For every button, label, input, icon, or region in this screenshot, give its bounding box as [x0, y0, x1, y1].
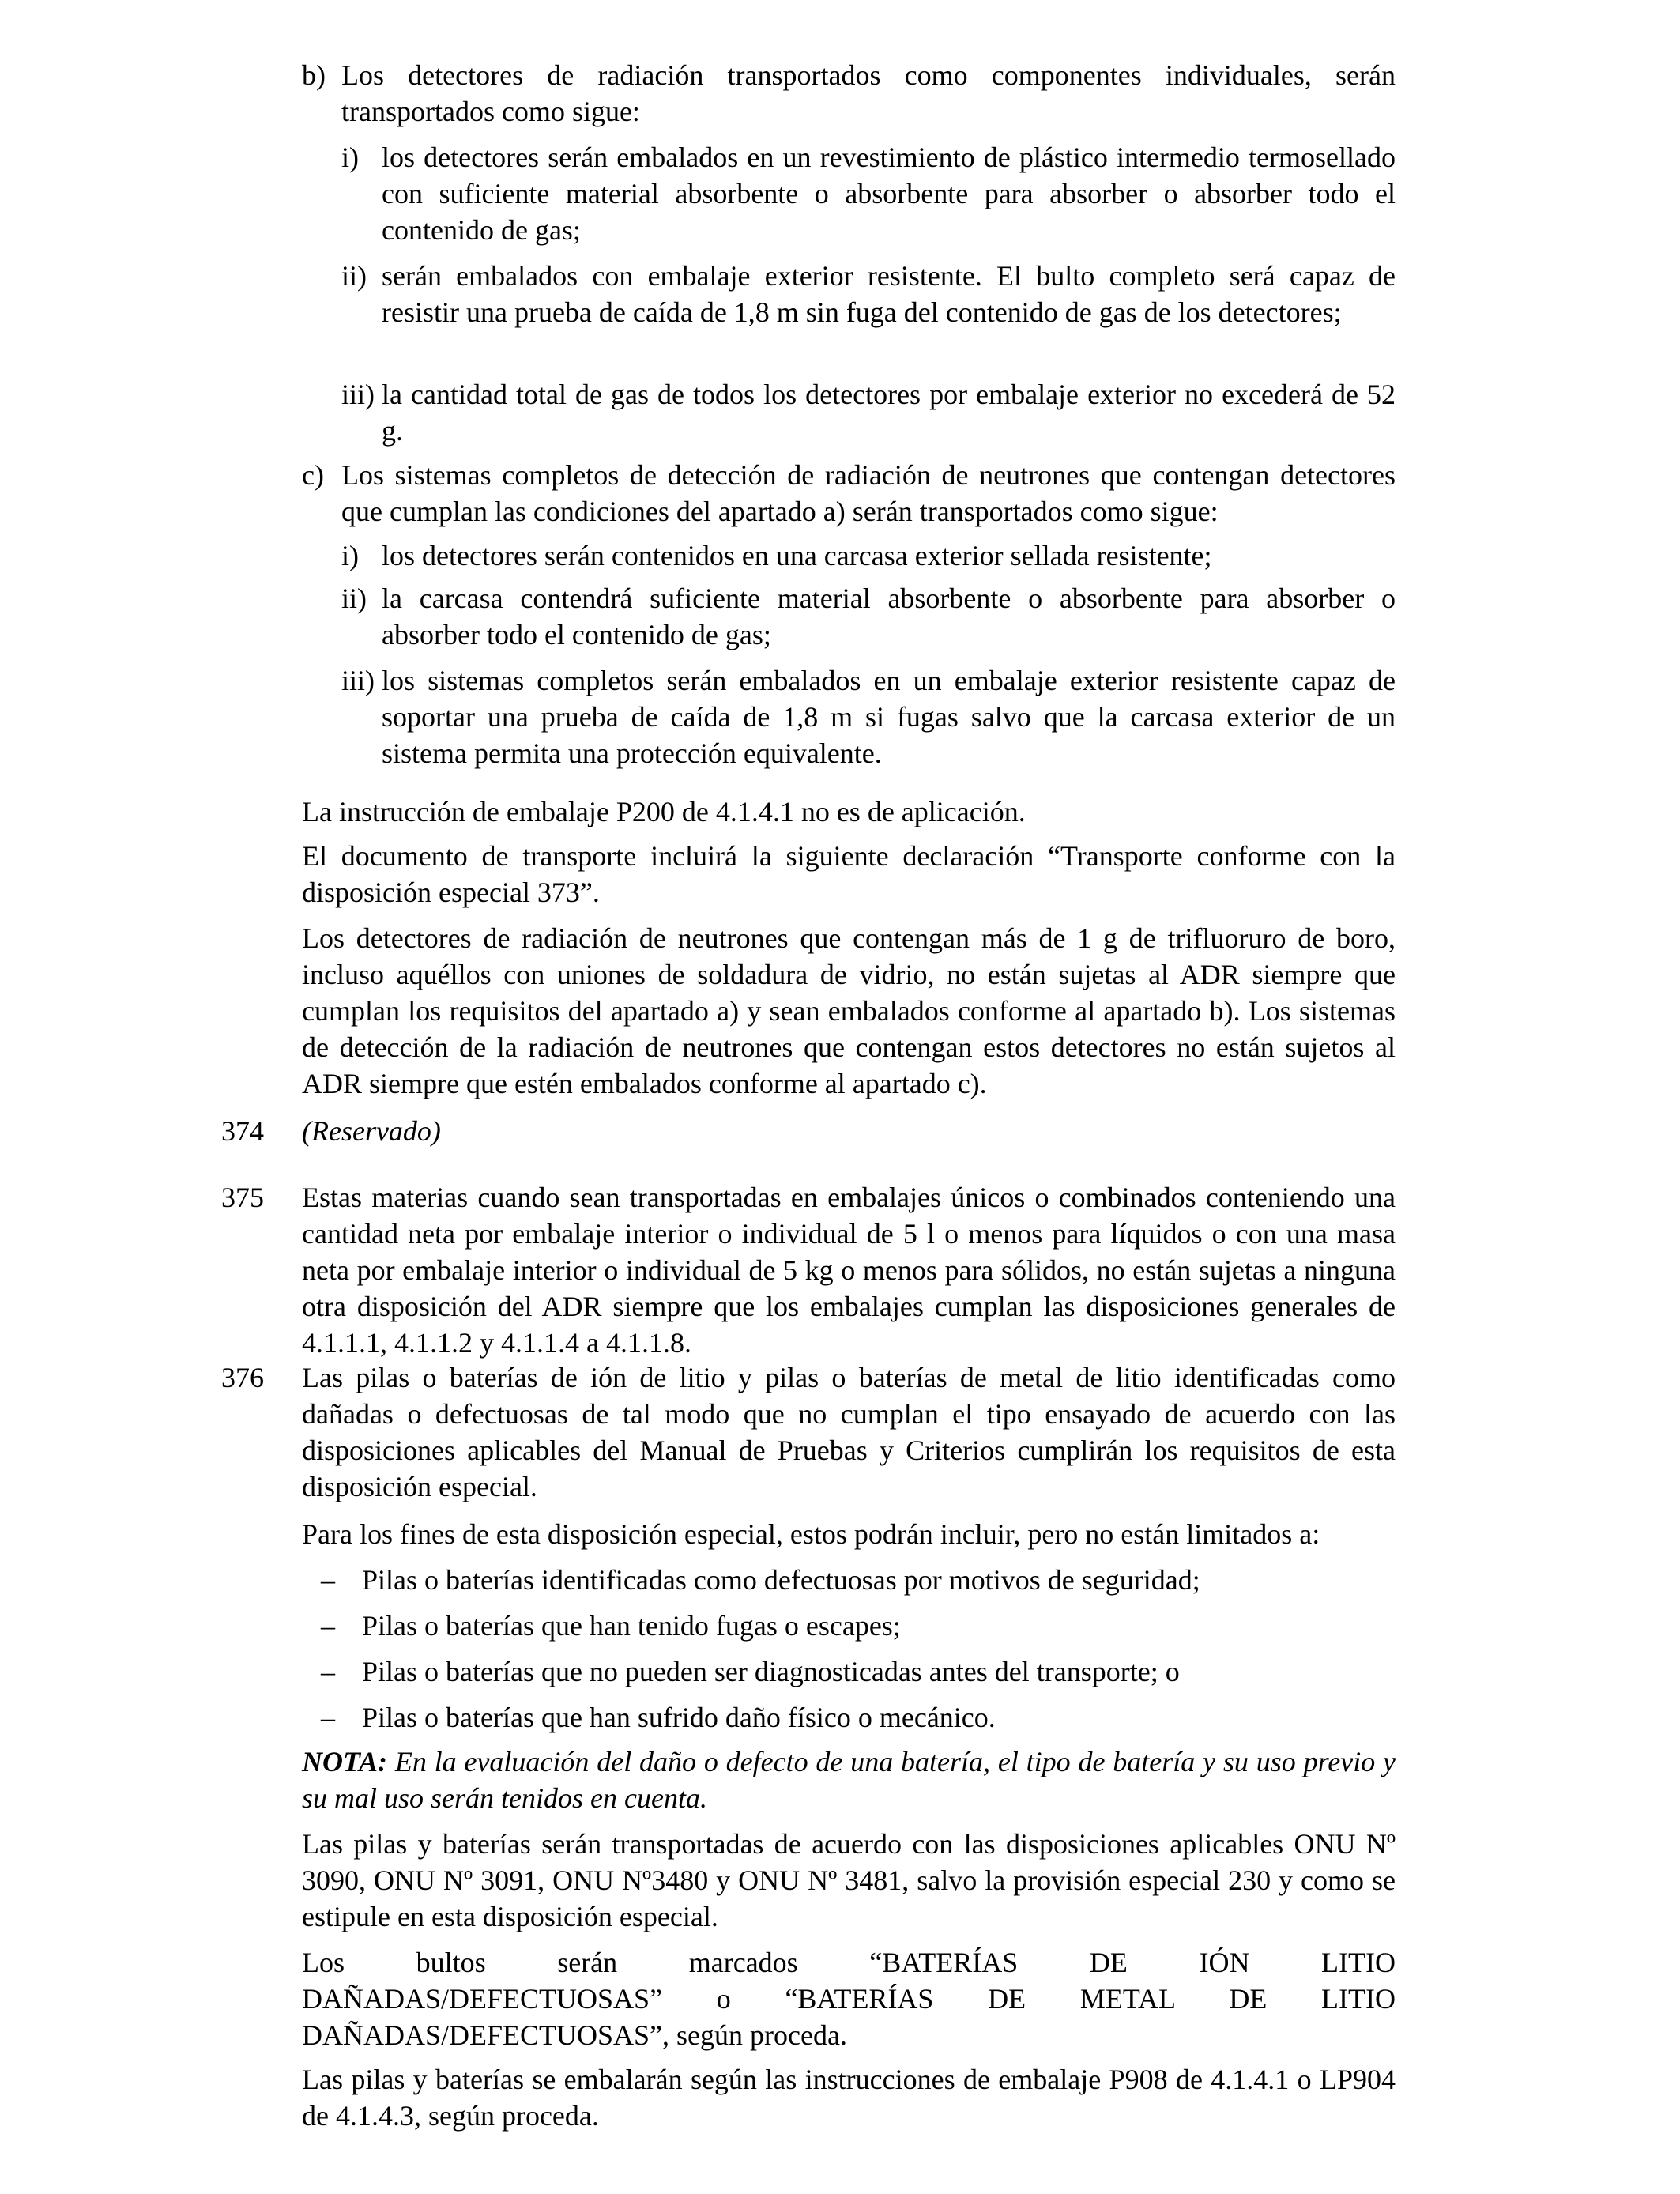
marking-line-1: Los bultos serán marcados “BATERÍAS DE IÓN LITIO	[302, 1947, 1396, 1978]
provision-376-intro: Las pilas o baterías de ión de litio y pilas o baterías de metal de litio identificadas como dañadas o defectuosas de tal modo que no cumplan el tipo ensayado de acuerdo con las disposiciones aplicables del Manual de Pruebas y Criterios cumplirán los requisitos de esta disposición especial.	[302, 1362, 1396, 1502]
note-text: En la evaluación del daño o defecto de una batería, el tipo de batería y su uso previo y su mal uso serán tenidos en cuenta.	[302, 1746, 1396, 1814]
item-label-c: c)	[302, 459, 324, 491]
list-dash: –	[321, 1656, 335, 1687]
marking-line-3: DAÑADAS/DEFECTUOSAS”, según proceda.	[302, 2019, 847, 2051]
provision-374-text: (Reservado)	[302, 1115, 441, 1147]
subitem-label-b-iii: iii)	[341, 379, 375, 410]
list-item: Pilas o baterías que han tenido fugas o escapes;	[362, 1610, 901, 1642]
item-c-text: Los sistemas completos de detección de radiación de neutrones que contengan detectores que cumplan las condiciones del apartado a) serán transportados como sigue:	[341, 459, 1396, 527]
provision-number-375: 375	[221, 1182, 264, 1213]
paragraph-neutron-detectors: Los detectores de radiación de neutrones que contengan más de 1 g de trifluoruro de boro, incluso aquéllos con uniones de soldadura de vidrio, no están sujetas al ADR siempre que cumplan los requisitos del apartado a) y sean embalados conforme al apartado b). Los sistemas de detección de la radiación de neutrones que contengan estos detectores no están sujetos al ADR siempre que estén embalados conforme al apartado c).	[302, 922, 1396, 1099]
list-item: Pilas o baterías identificadas como defectuosas por motivos de seguridad;	[362, 1564, 1200, 1596]
item-b-text: Los detectores de radiación transportados como componentes individuales, serán transportados como sigue:	[341, 59, 1396, 127]
item-label-b: b)	[302, 59, 326, 91]
subitem-label-c-iii: iii)	[341, 665, 375, 696]
subitem-label-c-ii: ii)	[341, 582, 367, 614]
subitem-c-i-text: los detectores serán contenidos en una carcasa exterior sellada resistente;	[382, 540, 1212, 571]
list-item: Pilas o baterías que han sufrido daño físico o mecánico.	[362, 1702, 996, 1733]
list-item: Pilas o baterías que no pueden ser diagnosticadas antes del transporte; o	[362, 1656, 1180, 1687]
provision-number-376: 376	[221, 1362, 264, 1393]
paragraph-un-numbers: Las pilas y baterías serán transportadas de acuerdo con las disposiciones aplicables ONU Nº 3090, ONU Nº 3091, ONU Nº3480 y ONU Nº 3481, salvo la provisión especial 230 y como se estipule en esta disposición especial.	[302, 1828, 1396, 1932]
subitem-c-ii-text: la carcasa contendrá suficiente material absorbente o absorbente para absorber o absorber todo el contenido de gas;	[382, 582, 1396, 650]
subitem-c-iii-text: los sistemas completos serán embalados en un embalaje exterior resistente capaz de soportar una prueba de caída de 1,8 m si fugas salvo que la carcasa exterior de un sistema permita una protección equivalente.	[382, 665, 1396, 769]
note-block	[302, 1744, 1396, 1816]
paragraph-packing-instructions: Las pilas y baterías se embalarán según las instrucciones de embalaje P908 de 4.1.4.1 o LP904 de 4.1.4.3, según proceda.	[302, 2064, 1396, 2132]
list-dash: –	[321, 1702, 335, 1733]
paragraph-transport-document: El documento de transporte incluirá la siguiente declaración “Transporte conforme con la disposición especial 373”.	[302, 840, 1396, 908]
list-dash: –	[321, 1610, 335, 1642]
subitem-label-b-ii: ii)	[341, 260, 367, 292]
note-label: NOTA:	[302, 1746, 387, 1777]
provision-375-text: Estas materias cuando sean transportadas en embalajes únicos o combinados conteniendo una cantidad neta por embalaje interior o individual de 5 l o menos para líquidos o con una masa neta por embalaje interior o individual de 5 kg o menos para sólidos, no están sujetas a ninguna otra disposición del ADR siempre que los embalajes cumplan las disposiciones generales de 4.1.1.1, 4.1.1.2 y 4.1.1.4 a 4.1.1.8.	[302, 1182, 1396, 1359]
list-dash: –	[321, 1564, 335, 1596]
paragraph-p200: La instrucción de embalaje P200 de 4.1.4.1 no es de aplicación.	[302, 796, 1026, 827]
subitem-label-b-i: i)	[341, 141, 359, 173]
marking-line-2: DAÑADAS/DEFECTUOSAS” o “BATERÍAS DE METAL DE LITIO	[302, 1983, 1396, 2015]
provision-number-374: 374	[221, 1115, 264, 1147]
subitem-b-iii-text: la cantidad total de gas de todos los detectores por embalaje exterior no excederá de 52 g.	[382, 379, 1396, 447]
subitem-b-i-text: los detectores serán embalados en un revestimiento de plástico intermedio termosellado con suficiente material absorbente o absorbente para absorber o absorber todo el contenido de gas;	[382, 141, 1396, 246]
subitem-label-c-i: i)	[341, 540, 359, 571]
provision-376-list-intro: Para los fines de esta disposición especial, estos podrán incluir, pero no están limitados a:	[302, 1518, 1320, 1550]
subitem-b-ii-text: serán embalados con embalaje exterior resistente. El bulto completo será capaz de resistir una prueba de caída de 1,8 m sin fuga del contenido de gas de los detectores;	[382, 260, 1396, 328]
